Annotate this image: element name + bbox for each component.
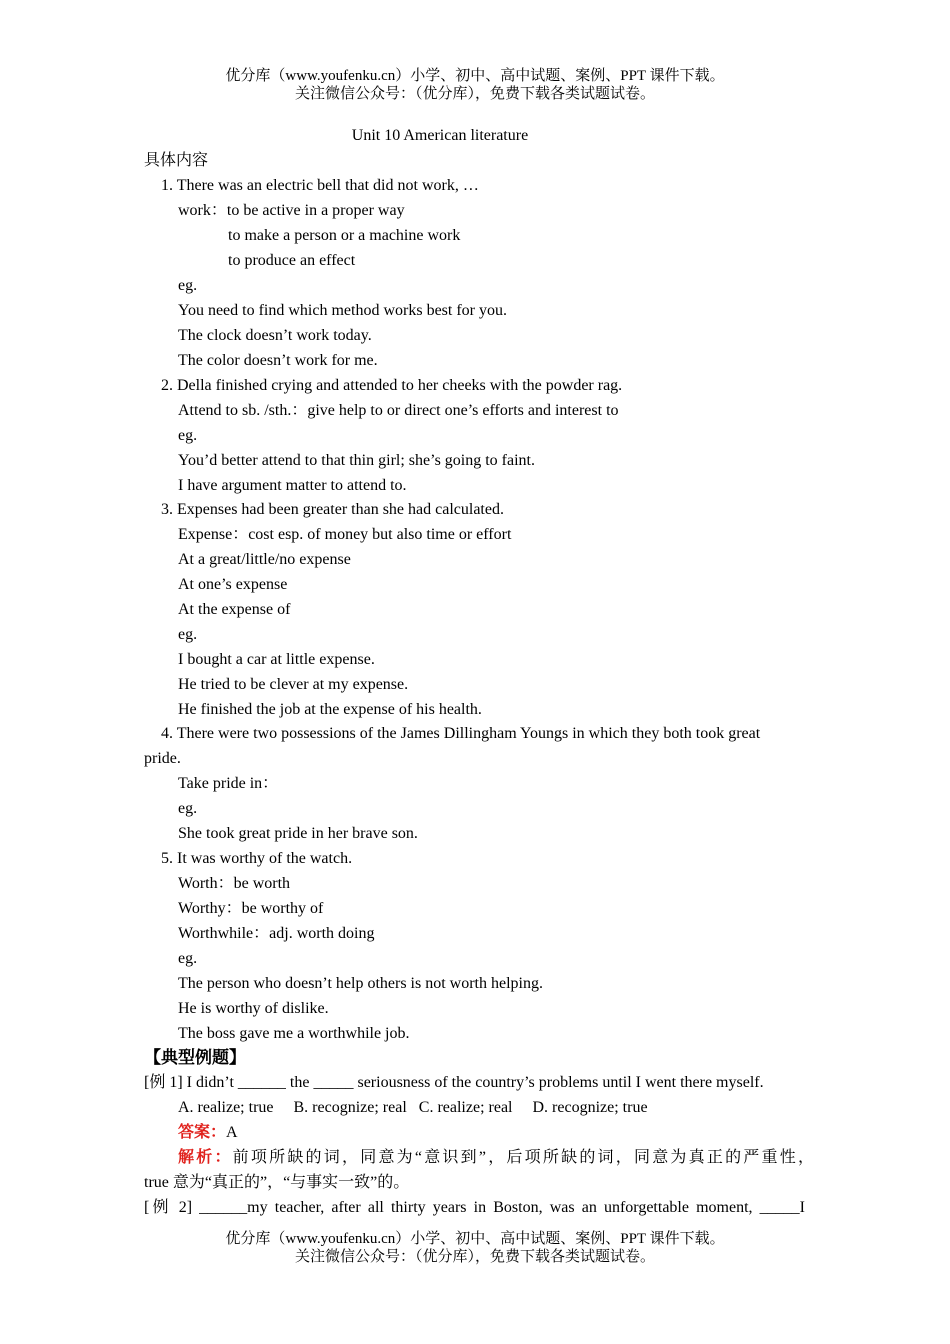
page-title: Unit 10 American literature [351,127,529,144]
header-line-2: 关注微信公众号：（优分库），免费下载各类试题试卷。 [294,86,655,102]
definition-line: to make a person or a machine work [228,227,461,244]
point-4-continuation: pride. [144,750,181,767]
point-3-heading: 3. Expenses had been greater than she had calculated. [161,501,504,518]
example-sentence: I bought a car at little expense. [178,651,375,668]
footer-line-1: 优分库（www.youfenku.cn）小学、初中、高中试题、案例、PPT 课件下载。 [225,1231,725,1247]
example-sentence: He finished the job at the expense of his health. [178,701,482,718]
example-sentence: You need to find which method works best for you. [178,302,508,319]
example-sentence: The person who doesn’t help others is not worth helping. [178,975,543,992]
footer-line-2: 关注微信公众号：（优分库），免费下载各类试题试卷。 [294,1249,655,1265]
eg-label: eg. [178,800,198,817]
analysis-label: 解析： [178,1149,233,1166]
eg-label: eg. [178,626,198,643]
content-label: 具体内容 [144,152,209,169]
example-1-analysis [178,1148,814,1168]
definition-line: Attend to sb. /sth.：give help to or direct one’s efforts and interest to [178,402,619,419]
example-1-options: A. realize; true B. recognize; real C. realize; real D. recognize; true [178,1099,648,1116]
example-2-question: [例 2] ______my teacher, after all thirty years in Boston, was an unforgettable moment, _____I [144,1199,805,1216]
phrase-line: At a great/little/no expense [178,551,351,568]
definition-line: work：to be active in a proper way [178,202,405,219]
header-line-1: 优分库（www.youfenku.cn）小学、初中、高中试题、案例、PPT 课件下载。 [225,68,725,84]
eg-label: eg. [178,950,198,967]
answer-label: 答案： [178,1124,227,1141]
phrase-line: At one’s expense [178,576,288,593]
section-title: 【典型例题】 [144,1048,246,1067]
definition-line: to produce an effect [228,252,356,269]
point-5-heading: 5. It was worthy of the watch. [161,850,353,867]
point-1-heading: 1. There was an electric bell that did not work, … [161,177,479,194]
answer-value: A [226,1124,238,1141]
example-sentence: He is worthy of dislike. [178,1000,329,1017]
example-1-question: [例 1] I didn’t ______ the _____ seriousness of the country’s problems until I went there myself. [144,1074,764,1091]
eg-label: eg. [178,427,198,444]
analysis-text: 前项所缺的词，同意为“意识到”，后项所缺的词，同意为真正的严重性， [232,1149,814,1166]
example-1-answer [178,1123,238,1143]
example-sentence: The boss gave me a worthwhile job. [178,1025,410,1042]
example-sentence: He tried to be clever at my expense. [178,676,409,693]
example-sentence: You’d better attend to that thin girl; she’s going to faint. [178,452,535,469]
example-sentence: The clock doesn’t work today. [178,327,372,344]
point-2-heading: 2. Della finished crying and attended to her cheeks with the powder rag. [161,377,623,394]
example-sentence: I have argument matter to attend to. [178,477,407,494]
definition-line: Worthy：be worthy of [178,900,324,917]
definition-line: Worth：be worth [178,875,291,892]
example-1-analysis-continued: true 意为“真正的”，“与事实一致”的。 [144,1174,410,1191]
example-sentence: She took great pride in her brave son. [178,825,418,842]
definition-line: Take pride in： [178,775,279,792]
point-4-heading: 4. There were two possessions of the James Dillingham Youngs in which they both took great [161,725,761,742]
definition-line: Worthwhile：adj. worth doing [178,925,375,942]
example-sentence: The color doesn’t work for me. [178,352,378,369]
definition-line: Expense：cost esp. of money but also time or effort [178,526,512,543]
eg-label: eg. [178,277,198,294]
phrase-line: At the expense of [178,601,291,618]
